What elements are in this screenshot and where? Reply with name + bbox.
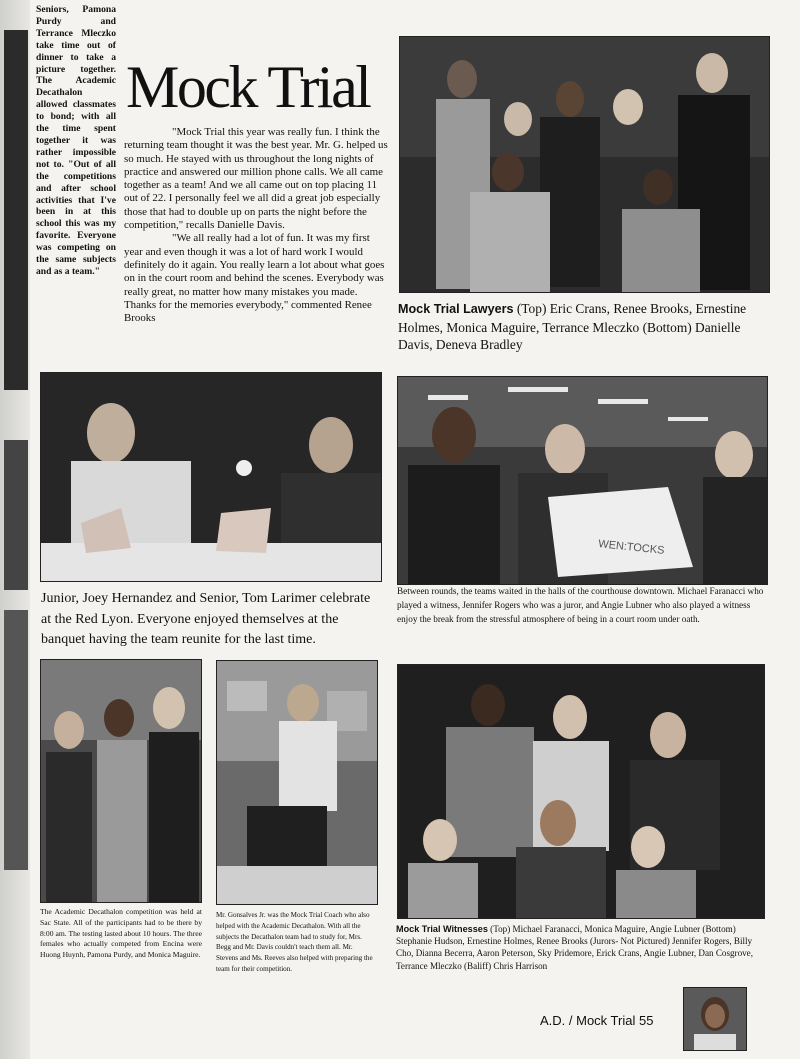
caption-courthouse: Between rounds, the teams waited in the halls of the courthouse downtown. Michael Faranacci who played a witness, Jennifer Rogers who was a juror, and Angie Lubner who also played a witness enjoy the break from the stressful atmosphere of being in a court room under oath. <box>397 586 764 625</box>
photo-coach <box>216 660 378 905</box>
article-paragraph: "We all really had a lot of fun. It was my first year and even though it was a lot of hard work I would definitely do it again. You really learn a lot about what goes on in the court room and behind the scenes. Everybody was really great, no matter how many mistakes you made. Thanks for the memories everybody," commented Renee Brooks <box>124 232 385 325</box>
page-title: Mock Trial <box>126 54 370 120</box>
caption-coach: Mr. Gonsalves Jr. was the Mock Trial Coach who also helped with the Academic Decathalon. With all the subjects the Decathalon team had to study for, Mrs. Begg and Mr. Davis couldn't teach them all. Mr. Stevens and Ms. Reeves also helped with preparing the team for their competition. <box>216 911 373 973</box>
photo-courthouse-break <box>397 376 768 585</box>
photo-mock-trial-witnesses <box>397 664 765 919</box>
page-footer: A.D. / Mock Trial 55 <box>540 1013 654 1028</box>
adjacent-page-photo <box>4 610 28 870</box>
photo-banquet <box>40 372 382 582</box>
bag-label: WEN:TOCKS <box>597 538 665 557</box>
caption-lawyers-title: Mock Trial Lawyers <box>398 302 514 316</box>
photo-academic-decathlon <box>40 659 202 903</box>
caption-academic-decathlon: The Academic Decathalon competition was held at Sac State. All of the participants had to be there by 8:00 am. The testing lasted about 10 hours. The three females who actually competed from Encina were Huong Huynh, Pamona Purdy, and Monica Maguire. <box>40 907 202 960</box>
article-body <box>124 126 390 325</box>
sidebar-caption: Seniors, Pamona Purdy and Terrance Mleczko take time out of dinner to take a picture together. The Academic Decathalon allowed classmates to bond; with all the time spent together it was rather impossible not to. "Out of all the competitions and after school activities that I've been in at this school this was my favorite. Everyone was competing on the same subjects and as a team." <box>36 4 116 277</box>
caption-lawyers <box>398 300 770 354</box>
photo-mock-trial-lawyers <box>399 36 770 293</box>
caption-banquet: Junior, Joey Hernandez and Senior, Tom Larimer celebrate at the Red Lyon. Everyone enjoyed themselves at the banquet having the team reunite for the last time. <box>41 591 371 647</box>
caption-witnesses <box>396 923 770 972</box>
adjacent-page-photo <box>4 440 28 590</box>
photo-small-portrait <box>683 987 747 1051</box>
article-paragraph: "Mock Trial this year was really fun. I think the returning team thought it was the best year. Mr. G. helped us so much. He stayed with us throughout the long nights of practice and answered our million phone calls. We all came together as a team! And we all came out on top placing 11 out of 22. I personally feel we all did a great job especially those that had to double up on parts the night before the competition," recalls Danielle Davis. <box>124 126 388 232</box>
page-gutter <box>0 0 30 1059</box>
caption-lawyers-names: (Top) Eric Crans, Renee Brooks, Ernestine Holmes, Monica Maguire, Terrance Mleczko (Bottom) Danielle Davis, Deneva Bradley <box>398 301 747 353</box>
caption-witnesses-title: Mock Trial Witnesses <box>396 924 488 934</box>
adjacent-page-photo <box>4 30 28 390</box>
caption-witnesses-names: (Top) Michael Faranacci, Monica Maguire, Angie Lubner (Bottom) Stephanie Hudson, Ernestine Holmes, Renee Brooks (Jurors- Not Pictured) Jennifer Rogers, Billy Cho, Dianna Becerra, Aaron Peterson, Sky Pridemore, Erick Crans, Angie Lubner, Dan Cosgrove, Terrance Mleczko (Baliff) Chris Harrison <box>396 924 753 971</box>
